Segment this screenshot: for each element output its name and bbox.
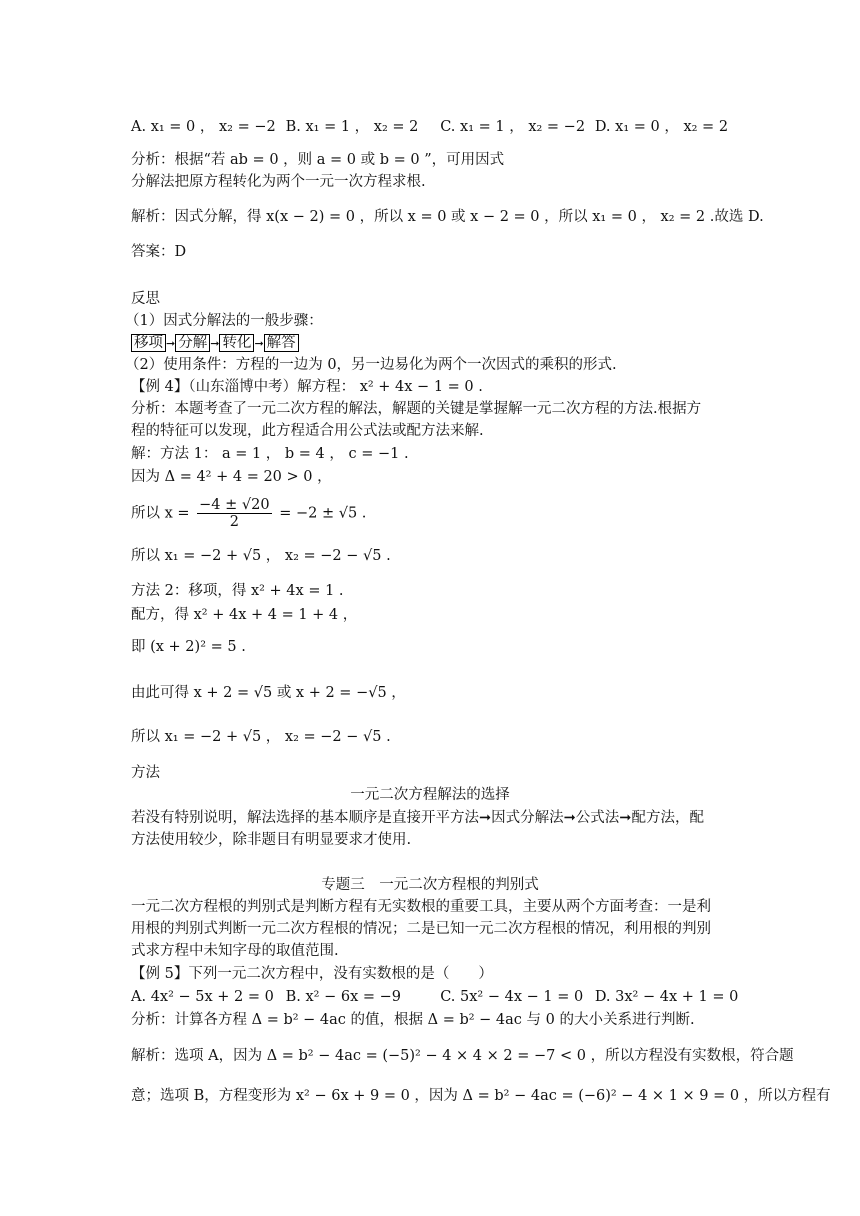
reflection-title: 反思	[131, 291, 160, 307]
example-4: 【例 4】（山东淄博中考）解方程： x² + 4x − 1 = 0 .	[131, 379, 483, 395]
analysis-4b: 程的特征可以发现，此方程适合用公式法或配方法来解.	[131, 423, 484, 439]
analysis-5: 分析：计算各方程 Δ = b² − 4ac 的值，根据 Δ = b² − 4ac 与 0 的大小关系进行判断.	[131, 1012, 695, 1028]
method-text-b: 方法使用较少，除非题目有明显要求才使用.	[131, 832, 412, 848]
choices-row-top	[131, 117, 728, 137]
choice-b: B. x₁ = 1 ， x₂ = 2	[285, 119, 419, 135]
choice-c: C. x₁ = 1 ， x₂ = −2	[440, 119, 586, 135]
formula-suffix: = −2 ± √5 .	[279, 505, 367, 522]
choice-5a: A. 4x² − 5x + 2 = 0	[131, 989, 274, 1005]
formula-numerator: −4 ± √20	[199, 497, 270, 513]
solution-5a: 解析：选项 A，因为 Δ = b² − 4ac = (−5)² − 4 × 4 × 2 = −7 < 0 ，所以方程没有实数根，符合题	[131, 1048, 794, 1064]
choice-5c: C. 5x² − 4x − 1 = 0	[440, 989, 584, 1005]
solution-5b: 意；选项 B，方程变形为 x² − 6x + 9 = 0 ，因为 Δ = b² − 4ac = (−6)² − 4 × 1 × 9 = 0 ，所以方程有	[131, 1088, 831, 1104]
complete-square-line: 配方，得 x² + 4x + 4 = 1 + 4 ，	[131, 607, 358, 623]
choices-row-5	[131, 987, 738, 1007]
delta-line: 因为 Δ = 4² + 4 = 20 > 0 ，	[131, 469, 332, 485]
arrow-icon: ➞	[166, 337, 176, 350]
square-form-line: 即 (x + 2)² = 5 .	[131, 639, 246, 655]
topic3-c: 式求方程中未知字母的取值范围.	[131, 943, 339, 959]
formula-fraction	[197, 497, 271, 530]
analysis-1a: 分析：根据“若 ab = 0 ，则 a = 0 或 b = 0 ”，可用因式	[131, 152, 505, 168]
method-text-a: 若没有特别说明，解法选择的基本顺序是直接开平方法➞因式分解法➞公式法➞配方法，配	[131, 810, 704, 826]
formula-denominator: 2	[229, 514, 239, 530]
topic3-heading: 专题三 一元二次方程根的判别式	[321, 877, 539, 893]
choice-a: A. x₁ = 0 ， x₂ = −2	[131, 119, 276, 135]
method-heading: 一元二次方程解法的选择	[350, 787, 510, 803]
arrow-icon: ➞	[210, 337, 220, 350]
step-box-1: 移项	[131, 334, 166, 352]
method1-line: 解：方法 1： a = 1 ， b = 4 ， c = −1 .	[131, 446, 409, 462]
formula-prefix: 所以 x =	[131, 505, 190, 522]
steps-row	[131, 333, 299, 354]
topic3-a: 一元二次方程根的判别式是判断方程有无实数根的重要工具，主要从两个方面考查：一是利	[131, 899, 711, 915]
choice-5d: D. 3x² − 4x + 1 = 0	[594, 989, 739, 1005]
answer-1: 答案：D	[131, 244, 187, 260]
step-box-4: 解答	[264, 334, 299, 352]
topic3-b: 用根的判别式判断一元二次方程根的情况；二是已知一元二次方程根的情况，利用根的判别	[131, 921, 711, 937]
step-box-3: 转化	[219, 334, 254, 352]
reflection-2: （2）使用条件：方程的一边为 0，另一边易化为两个一次因式的乘积的形式.	[125, 357, 617, 373]
sqrt-step-line: 由此可得 x + 2 = √5 或 x + 2 = −√5 ，	[131, 685, 406, 701]
analysis-4a: 分析：本题考查了一元二次方程的解法，解题的关键是掌握解一元二次方程的方法.根据方	[131, 401, 702, 417]
roots-1: 所以 x₁ = −2 + √5 ， x₂ = −2 − √5 .	[131, 548, 391, 564]
method-title: 方法	[131, 765, 160, 781]
formula-line	[131, 497, 366, 530]
step-box-2: 分解	[175, 334, 210, 352]
roots-2: 所以 x₁ = −2 + √5 ， x₂ = −2 − √5 .	[131, 729, 391, 745]
reflection-1: （1）因式分解法的一般步骤：	[125, 313, 323, 329]
method2-line: 方法 2：移项，得 x² + 4x = 1 .	[131, 583, 344, 599]
arrow-icon: ➞	[254, 337, 264, 350]
example-5: 【例 5】下列一元二次方程中，没有实数根的是（ ）	[131, 966, 493, 982]
choice-5b: B. x² − 6x = −9	[285, 989, 401, 1005]
analysis-1b: 分解法把原方程转化为两个一元一次方程求根.	[131, 174, 426, 190]
choice-d: D. x₁ = 0 ， x₂ = 2	[594, 119, 729, 135]
solution-1: 解析：因式分解，得 x(x − 2) = 0 ，所以 x = 0 或 x − 2 = 0 ，所以 x₁ = 0 ， x₂ = 2 .故选 D.	[131, 209, 764, 225]
